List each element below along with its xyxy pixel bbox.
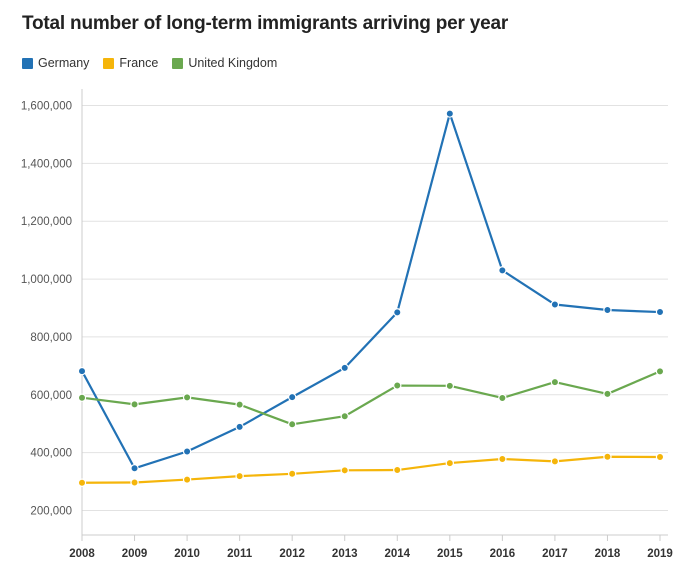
data-point-france-2014[interactable] [394, 466, 401, 473]
data-point-united-kingdom-2018[interactable] [604, 390, 611, 397]
legend-swatch-germany [22, 58, 33, 69]
data-point-germany-2013[interactable] [341, 364, 348, 371]
data-point-united-kingdom-2012[interactable] [289, 421, 296, 428]
data-point-france-2017[interactable] [551, 458, 558, 465]
data-point-france-2012[interactable] [289, 470, 296, 477]
y-tick-label: 1,200,000 [20, 216, 72, 229]
x-tick-label: 2015 [437, 548, 463, 560]
chart-title: Total number of long-term immigrants arriving per year [22, 13, 509, 34]
data-point-germany-2015[interactable] [446, 110, 453, 117]
legend-swatch-united-kingdom [172, 58, 183, 69]
data-point-united-kingdom-2010[interactable] [183, 394, 190, 401]
data-point-germany-2014[interactable] [394, 309, 401, 316]
series-line-france [82, 457, 660, 483]
chart-legend [22, 56, 277, 70]
data-point-france-2015[interactable] [446, 459, 453, 466]
data-point-united-kingdom-2015[interactable] [446, 382, 453, 389]
series-line-germany [82, 114, 660, 469]
data-point-united-kingdom-2013[interactable] [341, 413, 348, 420]
data-point-germany-2019[interactable] [656, 308, 663, 315]
x-tick-label: 2008 [69, 548, 95, 560]
data-point-united-kingdom-2017[interactable] [551, 378, 558, 385]
data-point-united-kingdom-2019[interactable] [656, 368, 663, 375]
legend-item-france[interactable] [103, 56, 158, 70]
series-line-united-kingdom [82, 371, 660, 424]
chart-gridlines [82, 89, 668, 541]
data-point-united-kingdom-2016[interactable] [499, 394, 506, 401]
data-point-france-2019[interactable] [656, 453, 663, 460]
data-point-germany-2010[interactable] [183, 448, 190, 455]
data-point-germany-2017[interactable] [551, 301, 558, 308]
y-tick-label: 600,000 [30, 389, 72, 402]
chart-y-axis-labels [21, 100, 72, 517]
x-tick-label: 2011 [227, 548, 253, 560]
x-tick-label: 2016 [489, 548, 516, 560]
data-point-france-2018[interactable] [604, 453, 611, 460]
legend-item-united-kingdom[interactable] [172, 56, 277, 70]
legend-label-germany: Germany [38, 56, 90, 70]
chart-svg [0, 78, 683, 581]
data-point-united-kingdom-2008[interactable] [78, 394, 85, 401]
chart-series-lines [82, 114, 660, 483]
data-point-united-kingdom-2011[interactable] [236, 401, 243, 408]
legend-item-germany[interactable] [22, 56, 89, 70]
y-tick-label: 400,000 [30, 447, 72, 460]
data-point-france-2009[interactable] [131, 479, 138, 486]
legend-swatch-france [103, 58, 114, 69]
x-tick-label: 2018 [594, 548, 621, 560]
y-tick-label: 1,400,000 [20, 158, 72, 171]
x-tick-label: 2017 [542, 548, 568, 560]
data-point-germany-2018[interactable] [604, 306, 611, 313]
data-point-united-kingdom-2009[interactable] [131, 401, 138, 408]
x-tick-label: 2013 [331, 548, 358, 560]
x-tick-label: 2014 [384, 548, 411, 560]
data-point-germany-2008[interactable] [78, 367, 85, 374]
chart-plot-area [0, 78, 683, 581]
data-point-germany-2009[interactable] [131, 465, 138, 472]
chart-x-axis-labels [69, 548, 673, 560]
data-point-france-2013[interactable] [341, 467, 348, 474]
x-tick-label: 2010 [174, 548, 200, 560]
chart-series-dots [78, 110, 663, 486]
data-point-germany-2011[interactable] [236, 423, 243, 430]
data-point-germany-2016[interactable] [499, 267, 506, 274]
legend-label-france: France [119, 56, 159, 70]
data-point-france-2011[interactable] [236, 473, 243, 480]
data-point-germany-2012[interactable] [289, 394, 296, 401]
x-tick-label: 2012 [279, 548, 305, 560]
y-tick-label: 800,000 [30, 331, 72, 344]
y-tick-label: 200,000 [30, 505, 72, 518]
legend-label-united-kingdom: United Kingdom [188, 56, 278, 70]
data-point-france-2010[interactable] [183, 476, 190, 483]
x-tick-label: 2019 [647, 548, 673, 560]
y-tick-label: 1,600,000 [20, 100, 72, 113]
data-point-france-2016[interactable] [499, 455, 506, 462]
x-tick-label: 2009 [121, 548, 148, 560]
data-point-united-kingdom-2014[interactable] [394, 382, 401, 389]
y-tick-label: 1,000,000 [20, 274, 72, 287]
data-point-france-2008[interactable] [78, 479, 85, 486]
